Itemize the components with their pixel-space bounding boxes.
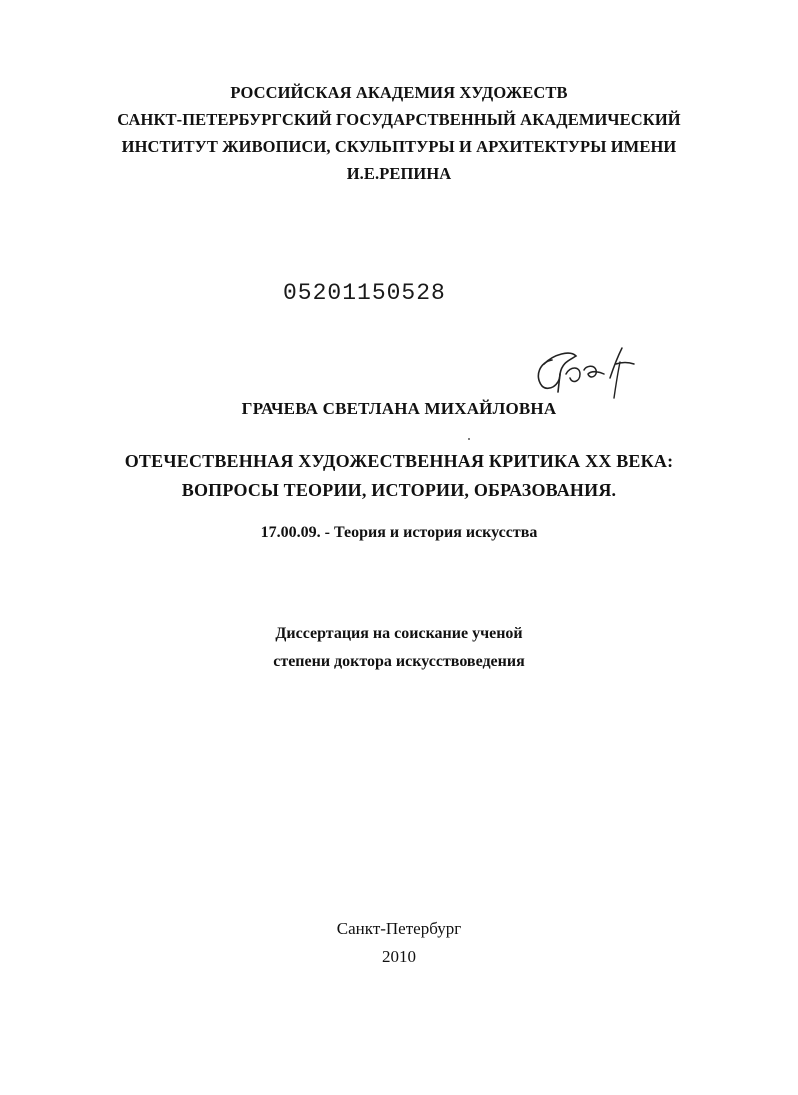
city: Санкт-Петербург (336, 919, 462, 938)
header-line-3: ИНСТИТУТ ЖИВОПИСИ, СКУЛЬПТУРЫ И АРХИТЕКТУРЫ ИМЕНИ (121, 137, 677, 156)
title-line-2: ВОПРОСЫ ТЕОРИИ, ИСТОРИИ, ОБРАЗОВАНИЯ. (181, 480, 617, 500)
title-line-1: ОТЕЧЕСТВЕННАЯ ХУДОЖЕСТВЕННАЯ КРИТИКА XX ВЕКА: (124, 451, 674, 471)
catalog-number: 05201150528 (283, 280, 446, 306)
scan-speck (468, 438, 470, 440)
author-name: ГРАЧЕВА СВЕТЛАНА МИХАЙЛОВНА (241, 399, 557, 418)
place-and-year (0, 915, 798, 971)
institution-header (0, 79, 798, 187)
degree-line-1: Диссертация на соискание ученой (275, 625, 523, 642)
degree-line-2: степени доктора искусствоведения (273, 653, 525, 670)
year: 2010 (382, 947, 416, 966)
specialty-code: 17.00.09. - Теория и история искусства (260, 524, 538, 541)
signature-icon (530, 340, 645, 402)
header-line-4: И.Е.РЕПИНА (346, 164, 452, 183)
dissertation-title (0, 447, 798, 505)
header-line-2: САНКТ-ПЕТЕРБУРГСКИЙ ГОСУДАРСТВЕННЫЙ АКАДЕМИЧЕСКИЙ (117, 110, 681, 129)
degree-statement (0, 620, 798, 676)
header-line-1: РОССИЙСКАЯ АКАДЕМИЯ ХУДОЖЕСТВ (230, 83, 568, 102)
